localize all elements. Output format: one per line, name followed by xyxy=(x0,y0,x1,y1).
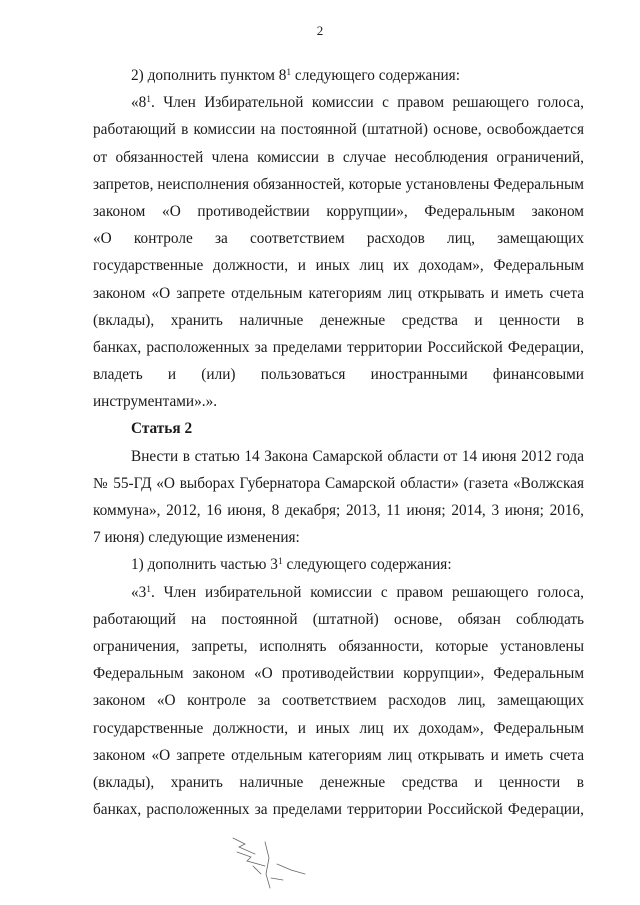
clause-3-paragraph xyxy=(93,579,584,824)
paragraph-line: законом «О запрете отдельным категориям лиц открывать и иметь счета xyxy=(93,746,584,764)
clause-3-first-line: «$3^1$. Член избирательной комиссии с правом решающего голоса, xyxy=(131,583,584,601)
paragraph-line: «О контроле за соответствием расходов лиц, замещающих xyxy=(93,230,584,248)
paragraph-line: (вклады), хранить наличные денежные средства и ценности в xyxy=(93,773,584,791)
document-body xyxy=(93,62,584,823)
paragraph-line: работающий на постоянной (штатной) основе, обязан соблюдать xyxy=(93,610,584,628)
item-2-line: 2) дополнить пунктом $8^1$ следующего содержания: xyxy=(131,67,460,84)
paragraph-line: запретов, неисполнения обязанностей, которые установлены Федеральным xyxy=(93,175,584,193)
paragraph-line: (вклады), хранить наличные денежные средства и ценности в xyxy=(93,311,584,329)
paragraph-line: владеть и (или) пользоваться иностранными финансовыми xyxy=(93,366,584,384)
paragraph-line: законом «О противодействии коррупции», Федеральным законом xyxy=(93,202,584,220)
paragraph-line: банках, расположенных за пределами территории Российской Федерации, xyxy=(93,801,584,819)
paragraph-line: коммуна», 2012, 16 июня, 8 декабря; 2013, 11 июня; 2014, 3 июня; 2016, xyxy=(93,502,584,520)
page-number: 2 xyxy=(316,23,324,38)
article-2-intro xyxy=(93,443,584,552)
paragraph-line: законом «О запрете отдельным категориям лиц открывать и иметь счета xyxy=(93,284,584,302)
paragraph-line: законом «О контроле за соответствием расходов лиц, замещающих xyxy=(93,692,584,710)
clause-8-first-line: «$8^1$. Член Избирательной комиссии с правом решающего голоса, xyxy=(131,94,584,112)
paragraph-last-line: инструментами».». xyxy=(93,393,218,411)
paragraph-line: Внести в статью 14 Закона Самарской области от 14 июня 2012 года xyxy=(131,447,584,465)
signature-mark xyxy=(225,830,315,895)
paragraph-line: от обязанностей члена комиссии в случае несоблюдения ограничений, xyxy=(93,148,584,166)
paragraph-line: № 55-ГД «О выборах Губернатора Самарской области» (газета «Волжская xyxy=(93,474,584,492)
paragraph-line: банках, расположенных за пределами территории Российской Федерации, xyxy=(93,338,584,356)
paragraph-last-line: 7 июня) следующие изменения: xyxy=(93,529,300,547)
item-1-line: 1) дополнить частью $3^1$ следующего содержания: xyxy=(131,556,452,574)
paragraph-line: государственные должности, и иных лиц их доходам», Федеральным xyxy=(93,719,584,737)
clause-8-paragraph xyxy=(93,89,584,415)
article-2-heading: Статья 2 xyxy=(131,420,193,438)
paragraph-line: работающий в комиссии на постоянной (штатной) основе, освобождается xyxy=(93,121,584,139)
paragraph-line: ограничения, запреты, исполнять обязанности, которые установлены xyxy=(93,638,584,656)
paragraph-line: государственные должности, и иных лиц их доходам», Федеральным xyxy=(93,257,584,275)
paragraph-line: Федеральным законом «О противодействии коррупции», Федеральным xyxy=(93,665,584,683)
